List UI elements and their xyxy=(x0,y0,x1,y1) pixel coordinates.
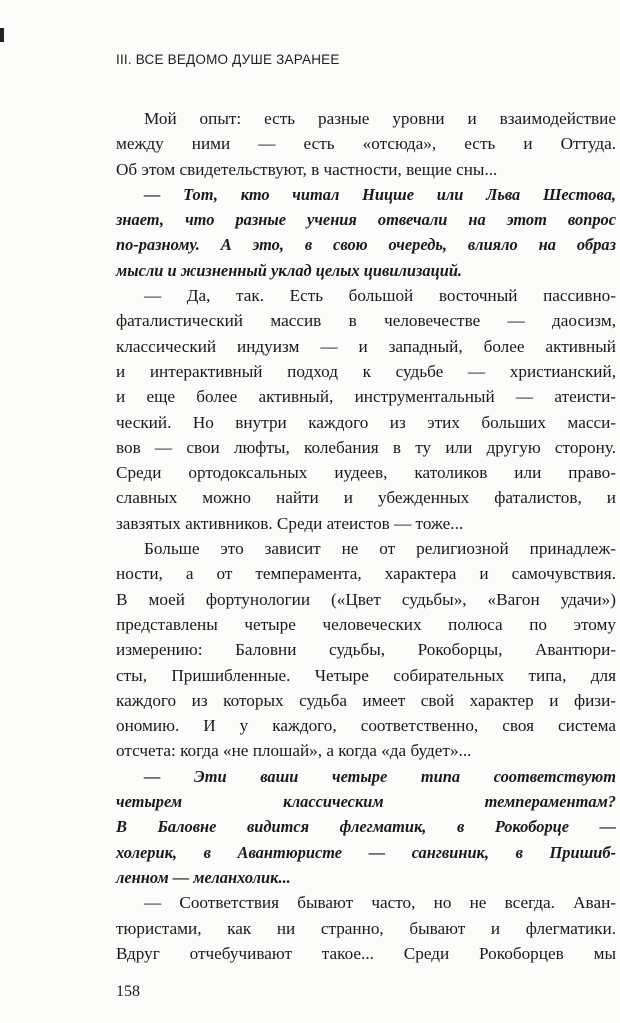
text-line: ономию. И у каждого, соответственно, своя система xyxy=(116,716,616,736)
scan-edge-mark xyxy=(0,28,4,42)
question-line: — Тот, кто читал Ницше или Льва Шестова, xyxy=(144,184,616,204)
question-line: ленном — меланхолик... xyxy=(116,867,291,887)
page-number: 158 xyxy=(116,983,140,1000)
text-line: отсчета: когда «не плошай», а когда «да будет»... xyxy=(116,741,472,761)
text-line: ческий. Но внутри каждого из этих больших масси- xyxy=(116,412,616,432)
question-line: четырем классическим темпераментам? xyxy=(116,792,616,812)
text-line: — Да, так. Есть большой восточный пассивно- xyxy=(144,286,616,306)
question-line: — Эти ваши четыре типа соответствуют xyxy=(144,766,616,786)
text-line: Мой опыт: есть разные уровни и взаимодействие xyxy=(144,109,616,128)
text-line: Вдруг отчебучивают такое... Среди Рокоборцев мы xyxy=(116,943,616,963)
text-line: завзятых активников. Среди атеистов — тоже... xyxy=(116,513,464,533)
text-line: сты, Пришибленные. Четыре собирательных типа, для xyxy=(116,665,616,685)
text-line: славных можно найти и убежденных фаталистов, и xyxy=(116,488,616,508)
text-line: фаталистический массив в человечестве — даосизм, xyxy=(116,311,616,331)
text-line: тюристами, как ни странно, бывают и флегматики. xyxy=(116,918,616,938)
text-line: и интерактивный подход к судьбе — христианский, xyxy=(116,361,616,381)
text-line: ности, а от темперамента, характера и самочувствия. xyxy=(116,564,616,584)
question-line: знает, что разные учения отвечали на этот вопрос xyxy=(116,210,616,230)
body-text xyxy=(116,106,616,966)
text-line: вов — свои люфты, колебания в ту или другую сторону. xyxy=(116,437,616,457)
text-line: Больше это зависит не от религиозной принадлеж- xyxy=(144,539,616,559)
question-line: холерик, в Авантюристе — сангвиник, в Пришиб- xyxy=(116,842,616,862)
text-line: каждого из которых судьба имеет свой характер и физи- xyxy=(116,690,616,710)
question-line: мысли и жизненный уклад целых цивилизаций. xyxy=(116,260,463,280)
text-line: измерению: Баловни судьбы, Рокоборцы, Авантюри- xyxy=(116,640,616,660)
question-line: по-разному. А это, в свою очередь, влияло на образ xyxy=(116,235,616,255)
text-line: Об этом свидетельствуют, в частности, вещие сны... xyxy=(116,159,498,179)
text-line: классический индуизм — и западный, более активный xyxy=(116,336,616,356)
text-line: — Соответствия бывают часто, но не всегда. Аван- xyxy=(144,893,616,913)
running-head: III. ВСЕ ВЕДОМО ДУШЕ ЗАРАНЕЕ xyxy=(116,52,340,67)
text-line: представлены четыре человеческих полюса по этому xyxy=(116,614,616,634)
text-line: между ними — есть «отсюда», есть и Оттуда. xyxy=(116,134,616,154)
question-line: В Баловне видится флегматик, в Рокоборце — xyxy=(116,817,616,837)
text-line: Среди ортодоксальных иудеев, католиков или право- xyxy=(116,463,616,483)
text-line: В моей фортунологии («Цвет судьбы», «Вагон удачи») xyxy=(116,589,616,609)
text-line: и еще более активный, инструментальный — атеисти- xyxy=(116,387,616,407)
